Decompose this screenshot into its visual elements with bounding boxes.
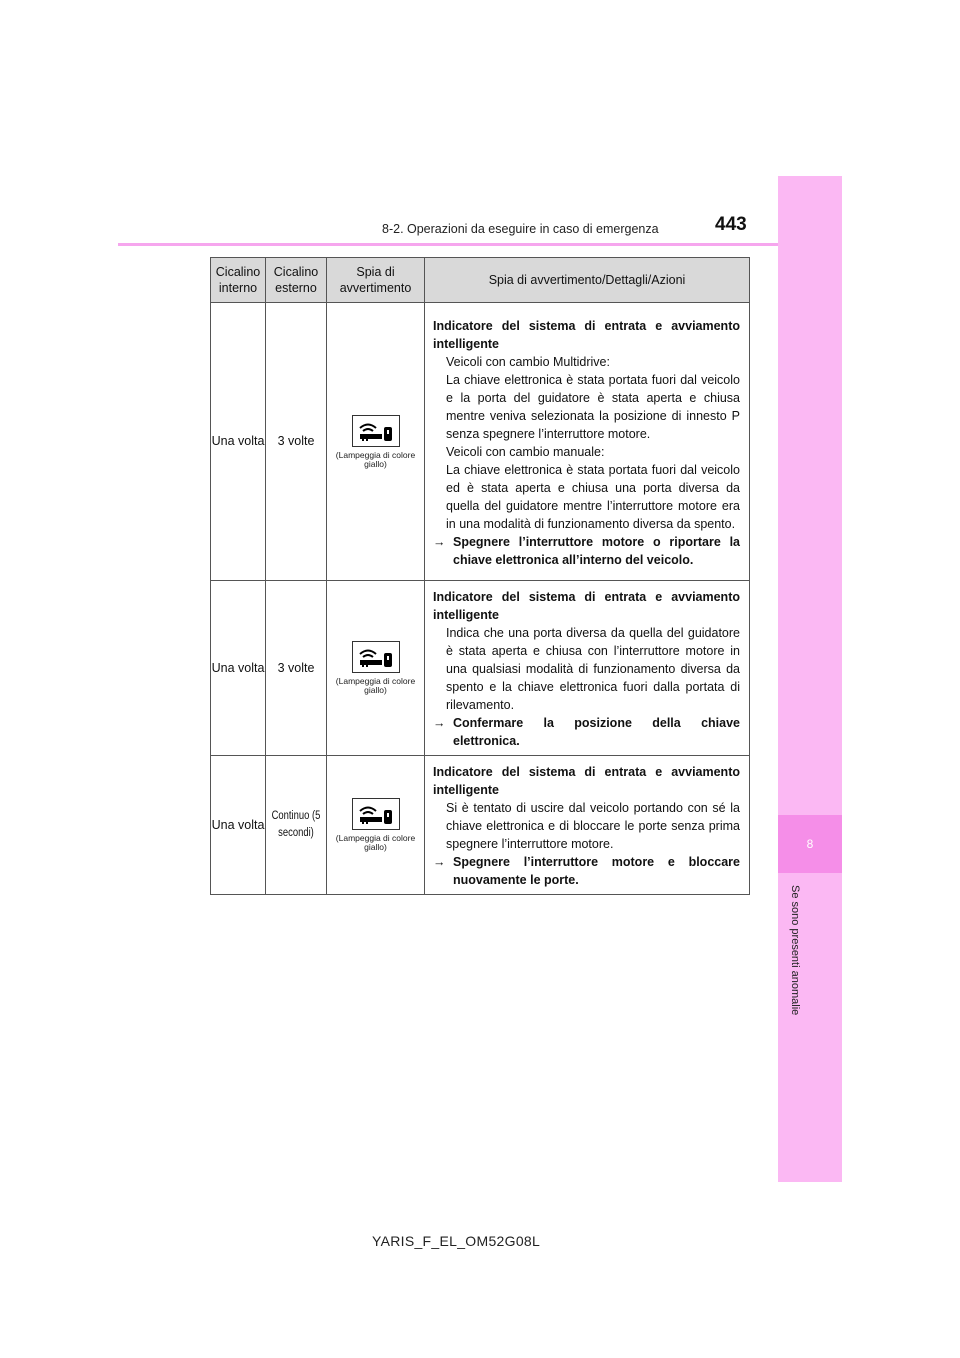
header-details-actions: Spia di avvertimento/Dettagli/Azioni [425,258,750,303]
details-title: Indicatore del sistema di entrata e avviamento intelligente [433,590,740,622]
smart-key-warning-icon [352,641,400,673]
internal-buzzer-cell: Una volta [211,756,266,895]
details-cell [425,756,750,895]
details-paragraph: Veicoli con cambio Multidrive: [446,354,610,369]
details-cell [425,581,750,756]
details-paragraph: La chiave elettronica è stata portata fuori dal veicolo e la porta del guidatore è stata aperta e chiusa mentre veniva selezionata la posizione di innesto P senza spegnere l’interruttore motore. [446,372,740,441]
action-text: Confermare la posizione della chiave elettronica. [453,716,740,748]
header-internal-buzzer: Cicalino interno [211,258,266,303]
chapter-number-box [778,815,842,873]
smart-key-warning-icon [352,415,400,447]
header-rule [118,243,778,246]
icon-note: (Lampeggia di colore giallo) [335,676,416,695]
details-paragraph: La chiave elettronica è stata portata fuori dal veicolo ed è stata aperta e chiusa una porta diversa da quella del guidatore mentre l’interruttore motore era in una modalità di funzionamento diversa da spento. [446,462,740,531]
details-title: Indicatore del sistema di entrata e avviamento intelligente [433,318,740,351]
document-code: YARIS_F_EL_OM52G08L [372,1233,541,1249]
header-external-buzzer: Cicalino esterno [266,258,327,303]
external-buzzer-cell [266,756,327,895]
page-number: 443 [715,214,747,235]
details-paragraph: Indica che una porta diversa da quella del guidatore è stata aperta e chiusa con l’interruttore motore in una qualsiasi modalità di funzionamento diversa da spento e la chiave elettronica fuori dalla portata di rilevamento. [446,626,740,712]
details-paragraph: Si è tentato di uscire dal veicolo portando con sé la chiave elettronica e di bloccare le porte senza prima spegnere l’interruttore motore. [446,801,740,851]
external-buzzer-value: Continuo (5 secondi) [271,810,321,839]
icon-note: (Lampeggia di colore giallo) [335,833,416,852]
warning-light-cell [327,756,425,895]
arrow-icon: → [433,534,446,549]
details-title: Indicatore del sistema di entrata e avviamento intelligente [433,765,740,797]
warning-table [210,257,750,895]
action-text: Spegnere l’interruttore motore o riportare la chiave elettronica all’interno del veicolo. [453,534,740,567]
action-text: Spegnere l’interruttore motore e bloccare nuovamente le porte. [453,855,740,887]
external-buzzer-cell: 3 volte [266,581,327,756]
chapter-number: 8 [806,837,814,851]
header-warning-light: Spia di avvertimento [327,258,425,303]
details-paragraph: Veicoli con cambio manuale: [446,444,605,459]
table-row [211,756,750,895]
external-buzzer-cell: 3 volte [266,303,327,581]
table-row [211,303,750,581]
action-line [433,853,740,889]
section-title: 8-2. Operazioni da eseguire in caso di emergenza [382,222,659,236]
details-cell [425,303,750,581]
warning-light-cell [327,303,425,581]
internal-buzzer-cell: Una volta [211,303,266,581]
arrow-icon: → [433,716,446,730]
internal-buzzer-cell: Una volta [211,581,266,756]
arrow-icon: → [433,855,446,869]
table-row [211,581,750,756]
action-line [433,533,740,569]
warning-light-cell [327,581,425,756]
icon-note: (Lampeggia di colore giallo) [335,449,416,469]
table-header-row [211,258,750,303]
smart-key-warning-icon [352,798,400,830]
action-line [433,714,740,750]
chapter-title: Se sono presenti anomalie [789,885,801,1016]
